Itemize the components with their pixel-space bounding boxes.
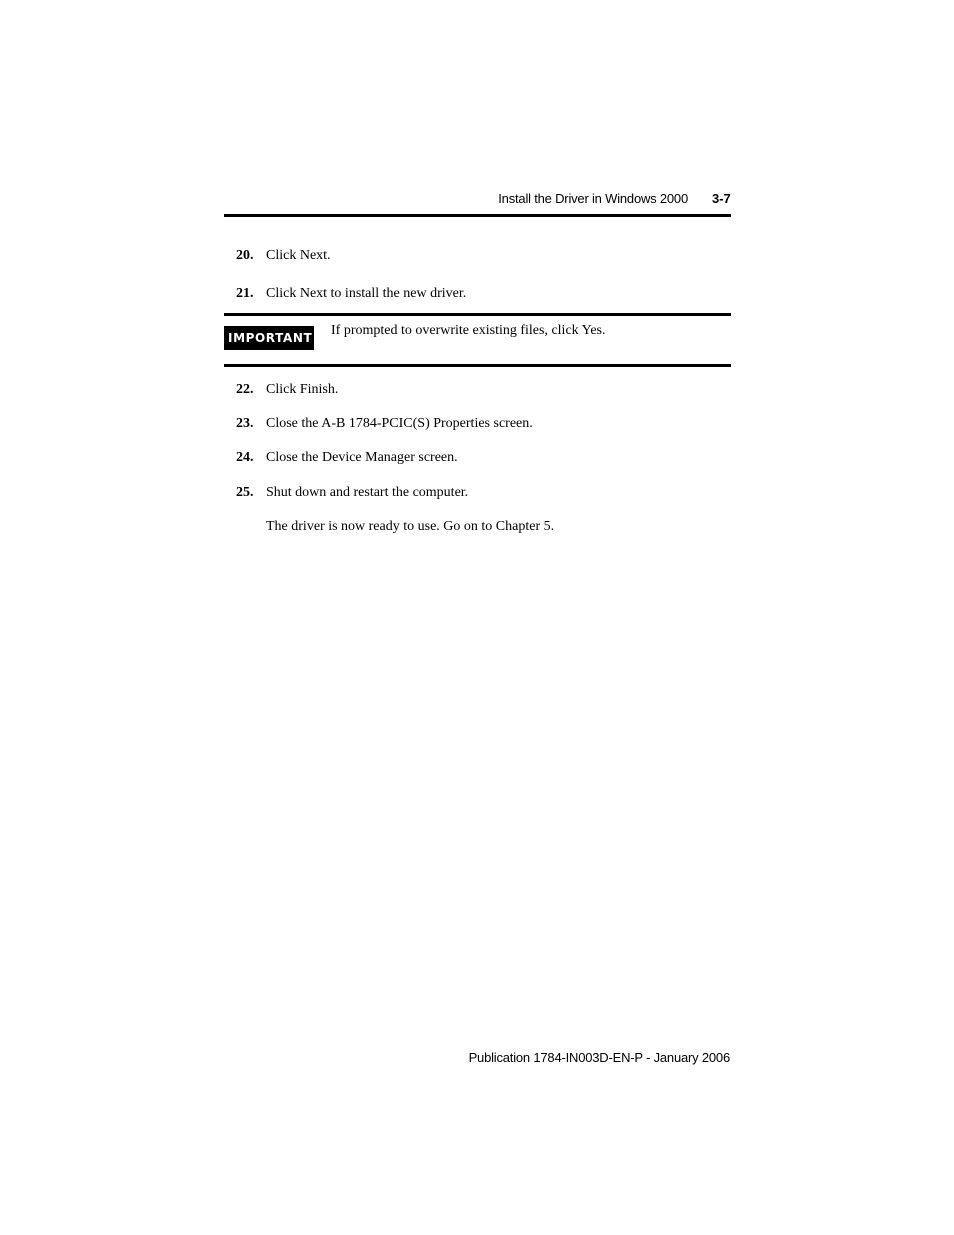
- step-item: [236, 248, 331, 264]
- step-item: [236, 416, 533, 432]
- important-bottom-rule: [224, 364, 731, 367]
- publication-footer: Publication 1784-IN003D-EN-P - January 2006: [468, 1050, 730, 1065]
- header-title: Install the Driver in Windows 2000: [498, 191, 688, 206]
- step-number: 20.: [236, 248, 254, 263]
- step-number: 24.: [236, 450, 254, 465]
- header-rule: [224, 214, 731, 217]
- step-item: [236, 286, 466, 302]
- step-item: [236, 450, 458, 466]
- step-number: 23.: [236, 416, 254, 431]
- step-text: Close the A-B 1784-PCIC(S) Properties screen.: [266, 416, 533, 431]
- step-number: 21.: [236, 286, 254, 301]
- step-text: Shut down and restart the computer.: [266, 485, 469, 500]
- step-number: 25.: [236, 485, 254, 500]
- step-number: 22.: [236, 382, 254, 397]
- important-badge: IMPORTANT: [224, 326, 314, 350]
- step-text: Close the Device Manager screen.: [266, 450, 458, 465]
- page-number: 3-7: [712, 191, 731, 206]
- important-top-rule: [224, 313, 731, 316]
- step-text: Click Finish.: [266, 382, 339, 397]
- step-item: [236, 382, 338, 398]
- step-text: Click Next.: [266, 248, 331, 263]
- step-text: Click Next to install the new driver.: [266, 286, 467, 301]
- closing-note: The driver is now ready to use. Go on to Chapter 5.: [266, 519, 555, 534]
- important-text: If prompted to overwrite existing files, click Yes.: [331, 323, 606, 338]
- step-item: [236, 485, 468, 501]
